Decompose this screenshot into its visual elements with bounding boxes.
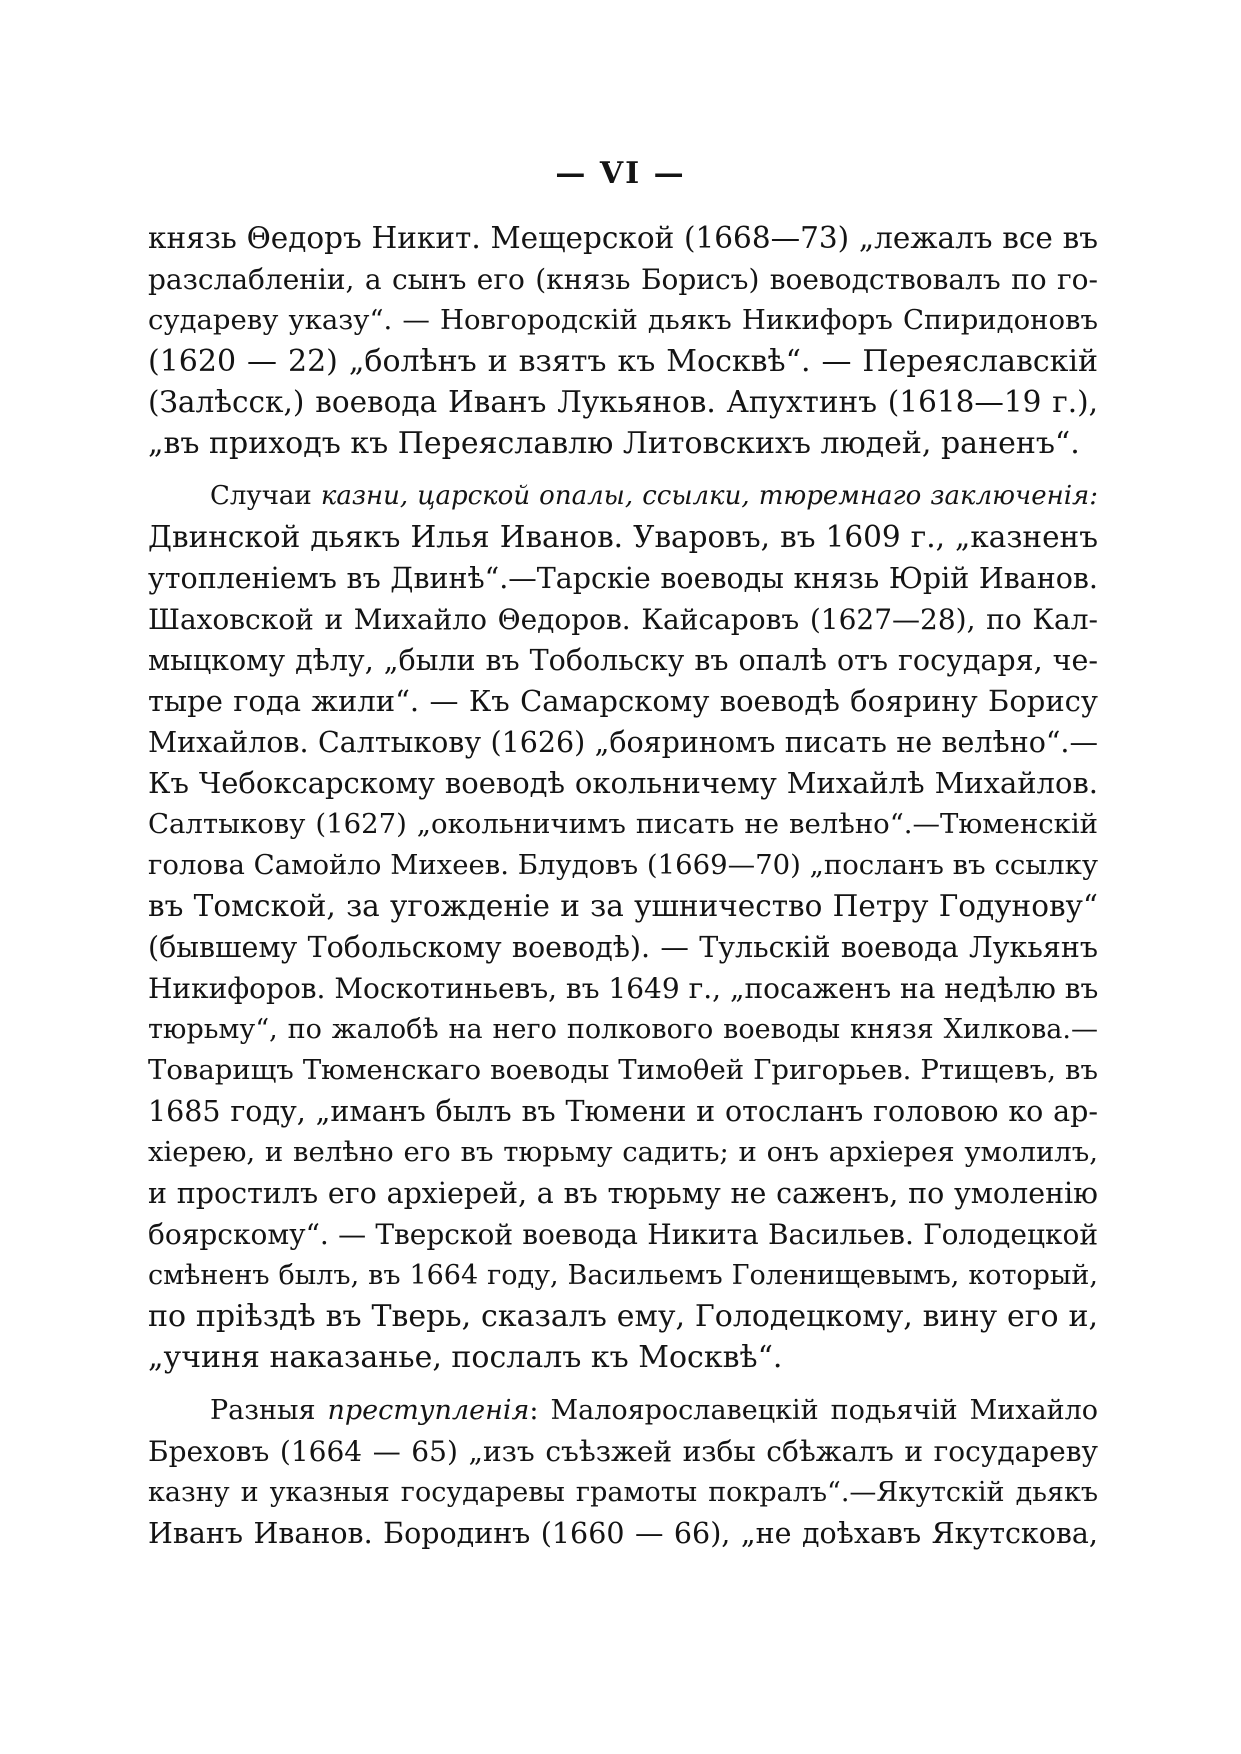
text-line: въ Томской, за угожденіе и за ушничество Петру Годунову“: [148, 889, 1098, 923]
text-line: [148, 1390, 1098, 1431]
text-line: голова Самойло Михеев. Блудовъ (1669—70) „посланъ въ ссылку: [148, 849, 1098, 881]
body-text: [148, 218, 1098, 1566]
paragraph: [148, 1390, 1098, 1554]
text-line: 1685 году, „иманъ былъ въ Тюмени и отосланъ головою ко ар-: [148, 1095, 1098, 1128]
text-line: Иванъ Иванов. Бородинъ (1660 — 66), „не доѣхавъ Якутскова,: [148, 1517, 1098, 1550]
text-line: Бреховъ (1664 — 65) „изъ съѣзжей избы сбѣжалъ и государеву: [148, 1435, 1098, 1468]
text-line: судареву указу“. — Новгородскій дьякъ Никифоръ Спиридоновъ: [148, 304, 1098, 336]
text-line: и простилъ его архіерей, а въ тюрьму не саженъ, по умоленію: [148, 1177, 1098, 1210]
page-number-header: — VI —: [555, 156, 686, 191]
text-line: казну и указныя государевы грамоты покралъ“.—Якутскій дьякъ: [148, 1477, 1098, 1508]
text-line: боярскому“. — Тверской воевода Никита Васильев. Голодецкой: [148, 1218, 1098, 1251]
text-line: смѣненъ былъ, въ 1664 году, Васильемъ Голенищевымъ, который,: [148, 1260, 1098, 1291]
text-line: Къ Чебоксарскому воеводѣ окольничему Михайлѣ Михайлов.: [148, 766, 1098, 800]
text-line: по пріѣздѣ въ Тверь, сказалъ ему, Голодецкому, вину его и,: [148, 1299, 1098, 1334]
text-line: Никифоров. Москотиньевъ, въ 1649 г., „посаженъ на недѣлю въ: [148, 972, 1098, 1005]
text-line: „учиня наказанье, послалъ къ Москвѣ“.: [148, 1340, 783, 1375]
text-line: [148, 476, 1098, 517]
text-line: „въ приходъ къ Переяславлю Литовскихъ людей, раненъ“.: [148, 426, 1080, 461]
text-line: хіерею, и велѣно его въ тюрьму садить; и онъ архіерея умолилъ,: [148, 1136, 1098, 1168]
text-line: разслабленіи, а сынъ его (князь Борисъ) воеводствовалъ по го-: [148, 263, 1098, 296]
paragraph: [148, 476, 1098, 1378]
italic-emphasis: казни, царской опалы, ссылки, тюремнаго заключенія:: [320, 481, 1098, 511]
text-line: князь Θедоръ Никит. Мещерской (1668—73) „лежалъ все въ: [148, 221, 1098, 255]
text-line: тыре года жили“. — Къ Самарскому воеводѣ боярину Борису: [148, 684, 1098, 718]
line-prefix: Разныя: [210, 1395, 328, 1426]
line-suffix: : Малоярославецкій подьячій Михайло: [529, 1395, 1098, 1426]
line-prefix: Случаи: [210, 481, 321, 511]
italic-emphasis: преступленія: [327, 1395, 530, 1426]
text-line: Товарищъ Тюменскаго воеводы Тимоθей Григорьев. Ртищевъ, въ: [148, 1054, 1098, 1086]
text-line: Двинской дьякъ Илья Иванов. Уваровъ, въ 1609 г., „казненъ: [148, 520, 1098, 554]
text-line: (Залѣсск,) воевода Иванъ Лукьянов. Апухтинъ (1618—19 г.),: [148, 385, 1098, 419]
text-line: Салтыкову (1627) „окольничимъ писать не велѣно“.—Тюменскій: [148, 808, 1098, 840]
text-line: Шаховской и Михайло Θедоров. Кайсаровъ (1627—28), по Кал-: [148, 603, 1098, 636]
text-line: (бывшему Тобольскому воеводѣ). — Тульскій воевода Лукьянъ: [148, 931, 1098, 964]
text-line: мыцкому дѣлу, „были въ Тобольску въ опалѣ отъ государя, че-: [148, 644, 1098, 677]
text-line: тюрьму“, по жалобѣ на него полкового воеводы князя Хилкова.—: [148, 1014, 1098, 1045]
text-line: (1620 — 22) „болѣнъ и взятъ къ Москвѣ“. — Переяславскій: [148, 344, 1098, 379]
text-line: утопленіемъ въ Двинѣ“.—Тарскіе воеводы князь Юрій Иванов.: [148, 562, 1098, 595]
paragraph: [148, 218, 1098, 464]
text-line: Михайлов. Салтыкову (1626) „бояриномъ писать не велѣно“.—: [148, 726, 1098, 759]
